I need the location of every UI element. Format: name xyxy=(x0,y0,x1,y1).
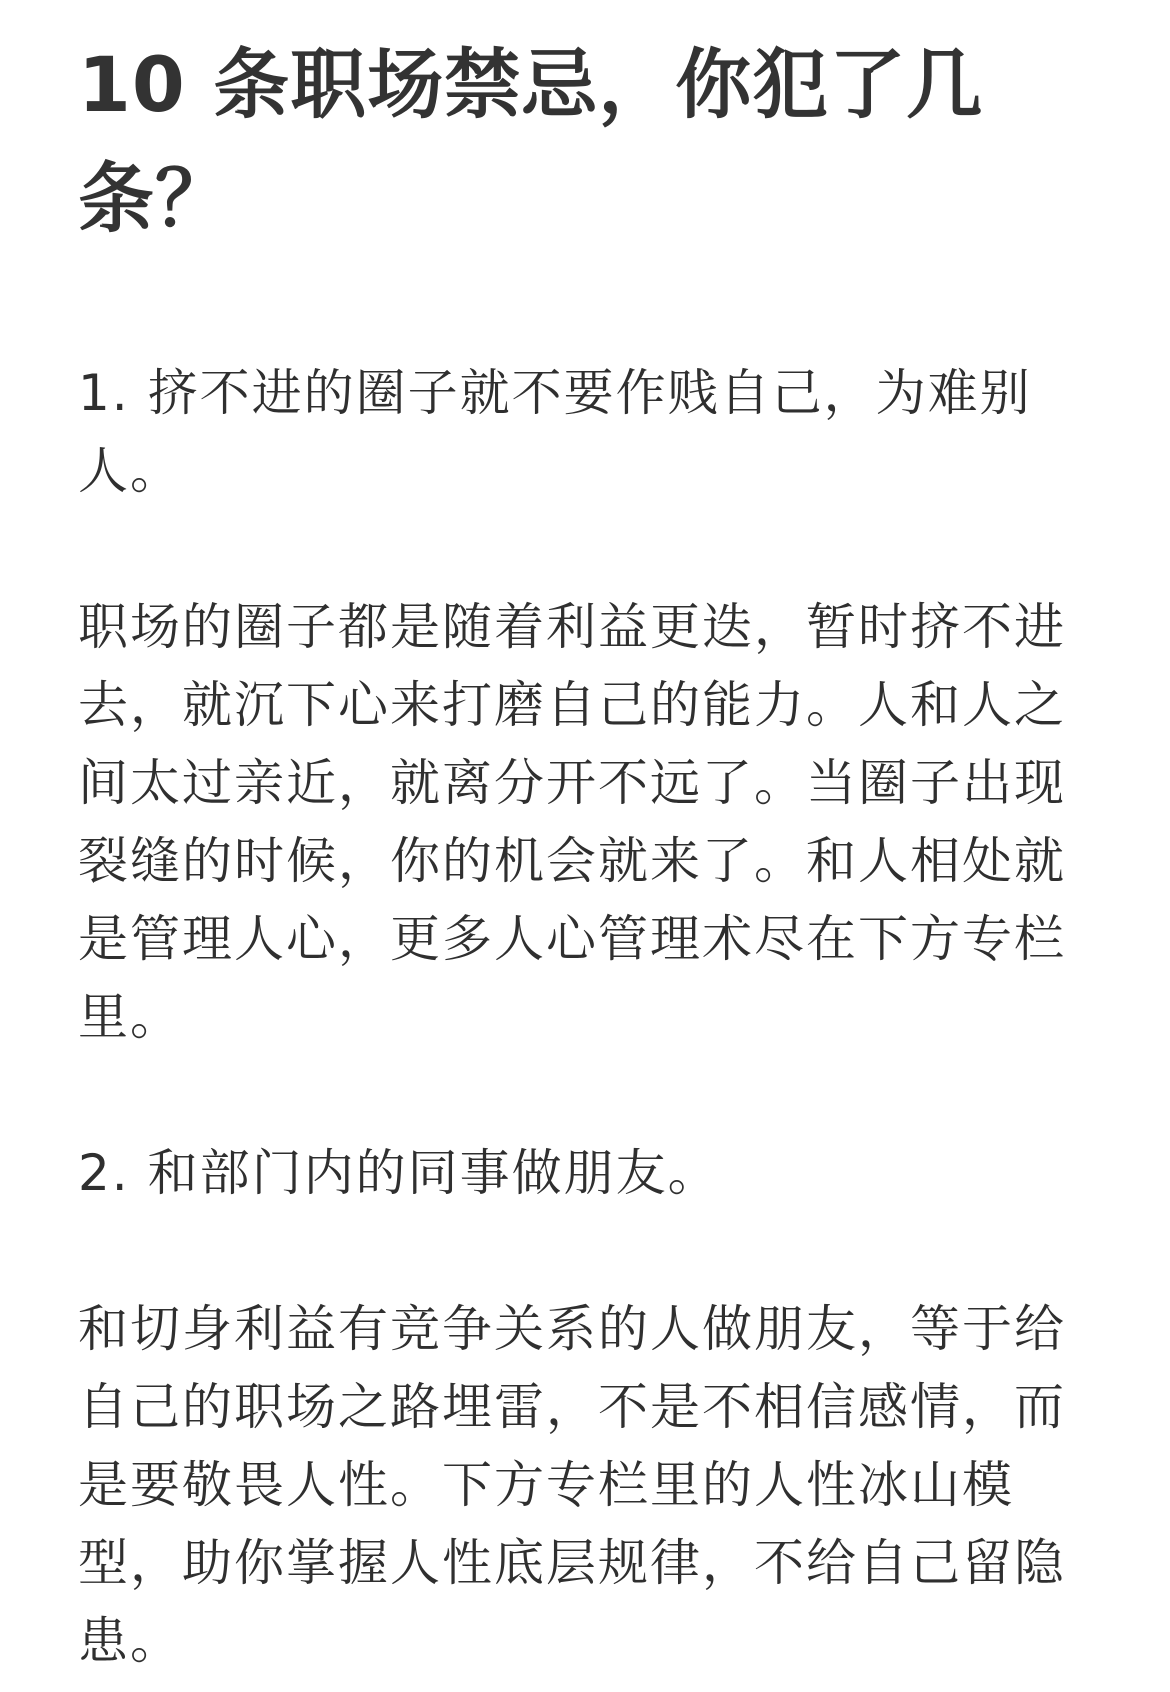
section-1 xyxy=(78,354,1092,1056)
spacer xyxy=(78,1212,1092,1290)
spacer xyxy=(78,256,1092,354)
section-heading: 1. 挤不进的圈子就不要作贱自己，为难别人。 xyxy=(78,364,1032,500)
section-body: 和切身利益有竞争关系的人做朋友，等于给自己的职场之路埋雷，不是不相信感情，而是要敬畏人性。下方专栏里的人性冰山模型，助你掌握人性底层规律，不给自己留隐患。 xyxy=(78,1300,1066,1670)
section-heading: 2. 和部门内的同事做朋友。 xyxy=(78,1144,720,1202)
section-body: 职场的圈子都是随着利益更迭，暂时挤不进去，就沉下心来打磨自己的能力。人和人之间太过亲近，就离分开不远了。当圈子出现裂缝的时候，你的机会就来了。和人相处就是管理人心，更多人心管理术尽在下方专栏里。 xyxy=(78,598,1066,1046)
section-2 xyxy=(78,1134,1092,1680)
spacer xyxy=(78,1056,1092,1134)
spacer xyxy=(78,510,1092,588)
article-title: 10 条职场禁忌，你犯了几条？ xyxy=(78,40,984,243)
